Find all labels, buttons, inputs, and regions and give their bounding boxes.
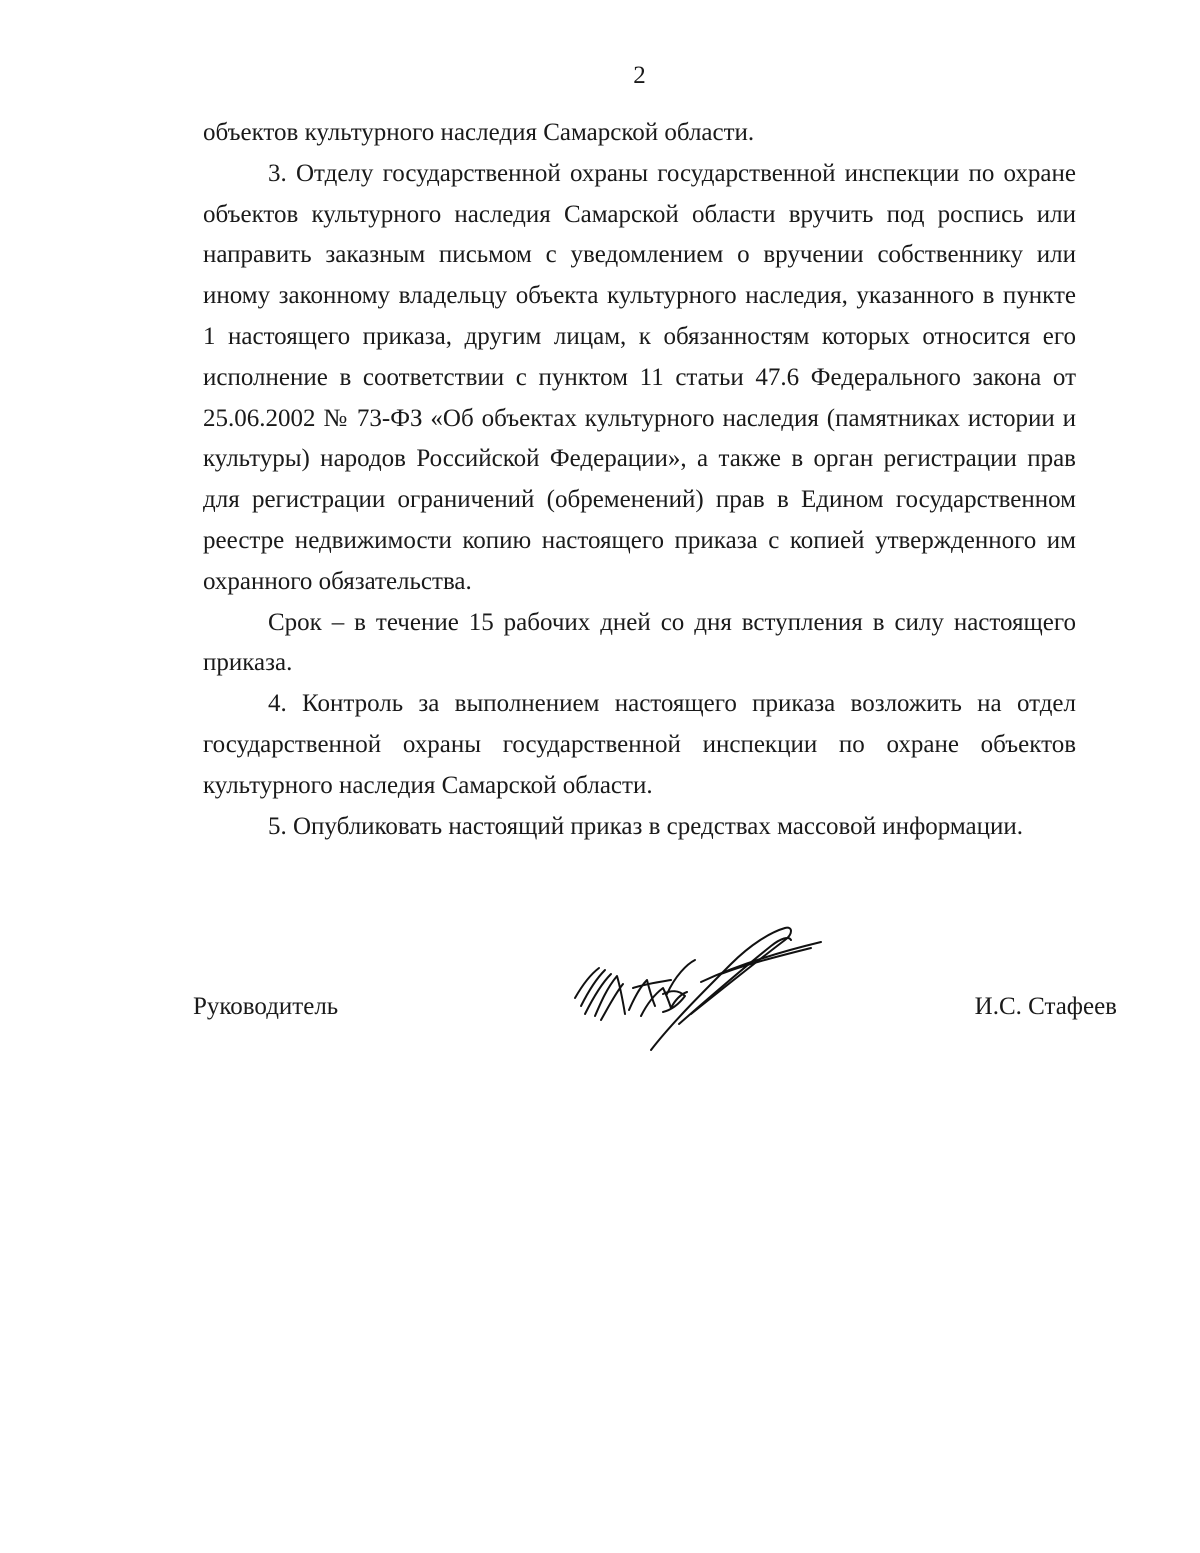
paragraph-continuation: объектов культурного наследия Самарской области. bbox=[203, 119, 755, 146]
paragraph-deadline: Срок – в течение 15 рабочих дней со дня вступления в силу настоящего приказа. bbox=[203, 608, 1076, 677]
page-number: 2 bbox=[633, 62, 646, 89]
paragraph-item-4: 4. Контроль за выполнением настоящего приказа возложить на отдел государственной охраны государственной инспекции по охране объектов культурного наследия Самарской области. bbox=[203, 690, 1076, 799]
paragraph-item-3: 3. Отделу государственной охраны государственной инспекции по охране объектов культурного наследия Самарской области вручить под роспись или направить заказным письмом с уведомлением о вручении собственнику или иному законному владельцу объекта культурного наследия, указанного в пункте 1 настоящего приказа, другим лицам, к обязанностям которых относится его исполнение в соответствии с пунктом 11 статьи 47.6 Федерального закона от 25.06.2002 № 73-ФЗ «Об объектах культурного наследия (памятниках истории и культуры) народов Российской Федерации», а также в орган регистрации прав для регистрации ограничений (обременений) прав в Едином государственном реестре недвижимости копию настоящего приказа с копией утвержденного им охранного обязательства. bbox=[203, 159, 1076, 595]
signature-block bbox=[193, 990, 1117, 1110]
handwritten-signature bbox=[571, 924, 831, 1054]
paragraph-item-5: 5. Опубликовать настоящий приказ в средствах массовой информации. bbox=[268, 812, 1024, 840]
signatory-name: И.С. Стафеев bbox=[974, 993, 1117, 1020]
signatory-title: Руководитель bbox=[193, 993, 339, 1020]
document-body bbox=[203, 113, 1076, 847]
